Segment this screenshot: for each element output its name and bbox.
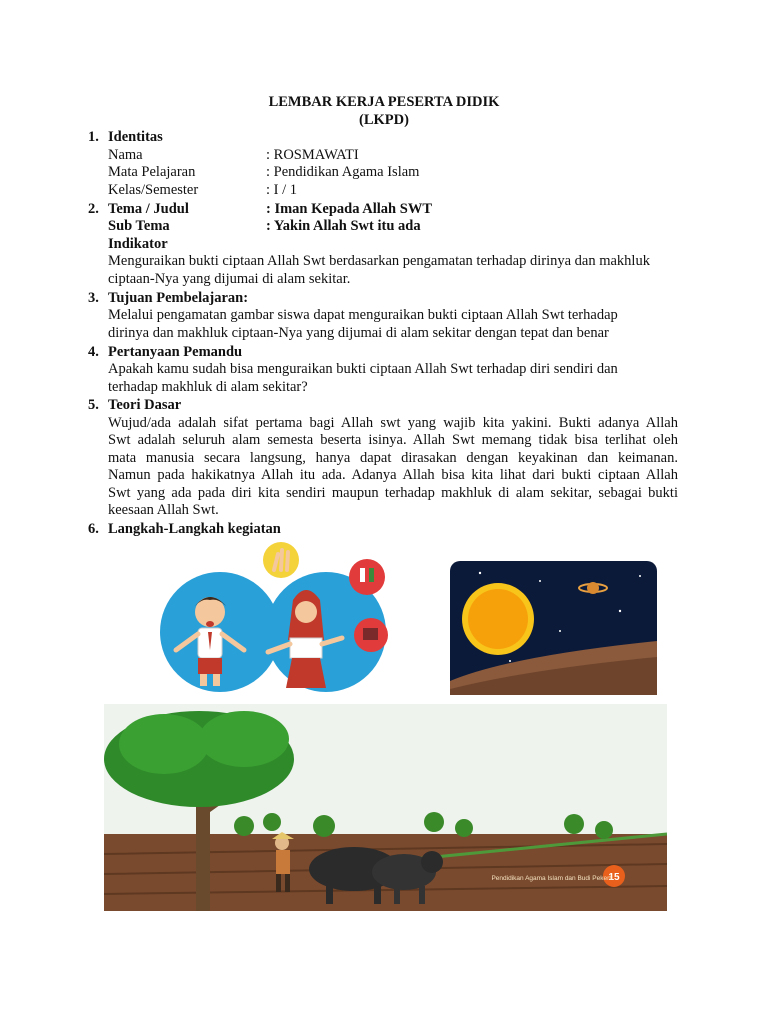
- subtema-label: Sub Tema: [108, 218, 170, 234]
- mapel-value: : Pendidikan Agama Islam: [266, 164, 420, 180]
- section-number-3: 3.: [88, 290, 99, 306]
- subtema-value: : Yakin Allah Swt itu ada: [266, 218, 421, 234]
- indikator-line-2: ciptaan-Nya yang dijumai di alam sekitar.: [108, 271, 351, 287]
- tujuan-heading: Tujuan Pembelajaran:: [108, 290, 249, 306]
- section-number-5: 5.: [88, 397, 99, 413]
- children-illustration: [148, 540, 393, 693]
- teori-line-2: Swt adalah seluruh alam semesta beserta isinya. Allah Swt memang tidak bisa terlihat oleh: [108, 432, 678, 448]
- space-illustration: [450, 561, 657, 695]
- nama-value: : ROSMAWATI: [266, 147, 359, 163]
- pertanyaan-line-1: Apakah kamu sudah bisa menguraikan bukti ciptaan Allah Swt terhadap diri sendiri dan: [108, 361, 618, 377]
- teori-line-1: Wujud/ada adalah sifat pertama bagi Allah swt yang wajib kita yakini. Bukti adanya Allah: [108, 415, 678, 431]
- teori-line-3: mata manusia secara langsung, hanya dapat dirasakan dengan keyakinan dan keimanan.: [108, 450, 678, 466]
- identitas-heading: Identitas: [108, 129, 163, 145]
- farm-page-number: 15: [608, 872, 620, 883]
- tujuan-line-2: dirinya dan makhluk ciptaan-Nya yang dijumai di alam sekitar dengan tepat dan benar: [108, 325, 609, 341]
- teori-line-5: Swt yang ada pada diri kita sendiri maupun terhadap makhluk di alam sekitar, sebagai bukti: [108, 485, 678, 501]
- section-number-6: 6.: [88, 521, 99, 537]
- tema-value: : Iman Kepada Allah SWT: [266, 201, 432, 217]
- teori-line-4: Namun pada hakikatnya Allah itu ada. Adanya Allah bisa kita lihat dari bukti ciptaan Allah: [108, 467, 678, 483]
- pertanyaan-line-2: terhadap makhluk di alam sekitar?: [108, 379, 308, 395]
- section-number-1: 1.: [88, 129, 99, 145]
- indikator-line-1: Menguraikan bukti ciptaan Allah Swt berdasarkan pengamatan terhadap dirinya dan makhluk: [108, 253, 650, 269]
- kelas-value: : I / 1: [266, 182, 298, 198]
- tujuan-line-1: Melalui pengamatan gambar siswa dapat menguraikan bukti ciptaan Allah Swt terhadap: [108, 307, 618, 323]
- indikator-heading: Indikator: [108, 236, 168, 252]
- section-number-4: 4.: [88, 344, 99, 360]
- nama-label: Nama: [108, 147, 143, 163]
- doc-subtitle: (LKPD): [359, 112, 409, 128]
- teori-line-6: keesaan Allah Swt.: [108, 502, 219, 518]
- farm-illustration: [104, 704, 667, 911]
- farm-caption: Pendidikan Agama Islam dan Budi Pekerti: [491, 875, 613, 882]
- langkah-heading: Langkah-Langkah kegiatan: [108, 521, 281, 537]
- doc-title: LEMBAR KERJA PESERTA DIDIK: [268, 94, 500, 110]
- mapel-label: Mata Pelajaran: [108, 164, 196, 180]
- kelas-label: Kelas/Semester: [108, 182, 199, 198]
- pertanyaan-heading: Pertanyaan Pemandu: [108, 344, 243, 360]
- tema-label: Tema / Judul: [108, 201, 189, 217]
- teori-heading: Teori Dasar: [108, 397, 182, 413]
- section-number-2: 2.: [88, 201, 99, 217]
